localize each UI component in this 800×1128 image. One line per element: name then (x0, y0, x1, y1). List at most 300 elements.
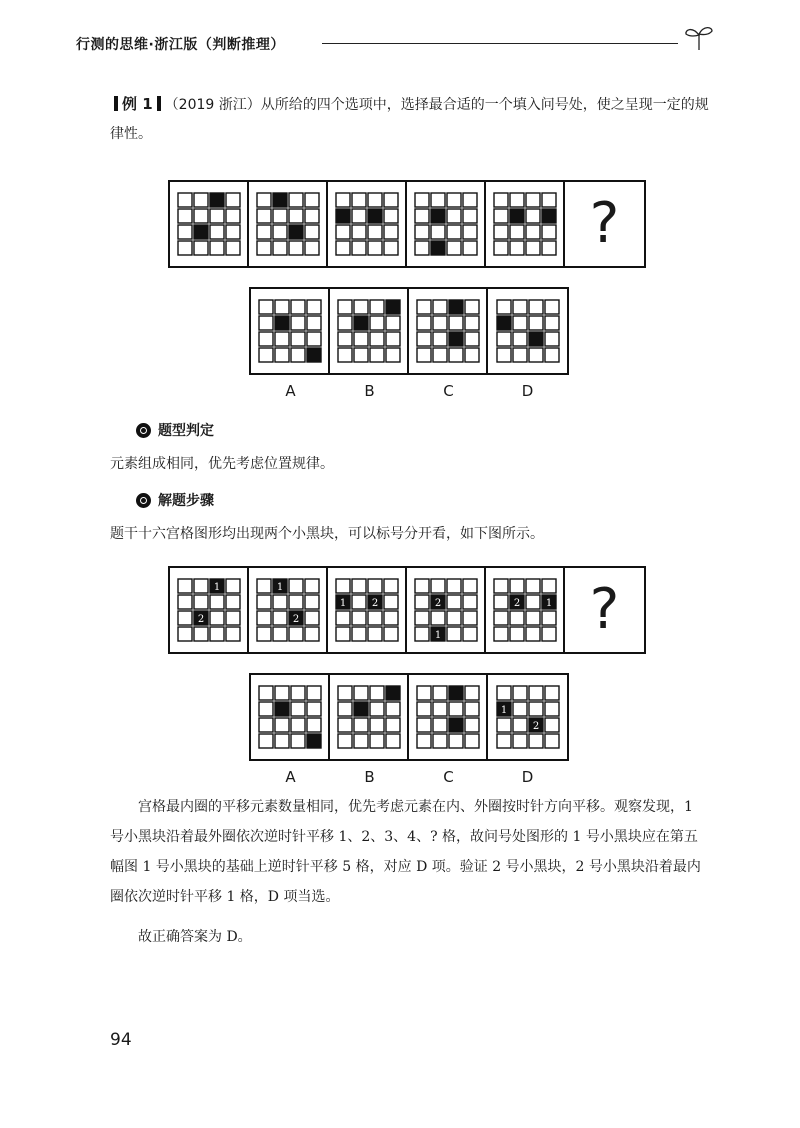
grid-cell (497, 332, 511, 346)
grid-cell (386, 316, 400, 330)
figure-cell (407, 182, 486, 266)
options-row (249, 287, 569, 375)
block-number: 2 (434, 598, 441, 609)
grid-cell (226, 209, 240, 223)
labeled-sequence-row (168, 566, 646, 654)
gear-icon (136, 423, 151, 438)
figure-cell (409, 675, 488, 759)
grid-cell (259, 348, 273, 362)
grid-cell (417, 332, 431, 346)
grid-cell (513, 316, 527, 330)
grid-cell (529, 734, 543, 748)
grid-cell (352, 611, 366, 625)
grid-cell (386, 332, 400, 346)
grid-cell (210, 611, 224, 625)
grid-cell (417, 718, 431, 732)
grid-cell (384, 193, 398, 207)
block-number: 1 (545, 598, 552, 609)
grid-cell (336, 193, 350, 207)
grid-cell (259, 702, 273, 716)
grid-cell (384, 595, 398, 609)
grid-cell (289, 209, 303, 223)
question-cell (565, 182, 644, 266)
figure-cell (249, 182, 328, 266)
grid-cell (370, 734, 384, 748)
grid-cell (494, 209, 508, 223)
grid-cell (463, 579, 477, 593)
grid-cell (463, 595, 477, 609)
figure-cell (409, 289, 488, 373)
option-label: B (364, 768, 375, 786)
grid-cell (431, 193, 445, 207)
grid-cell (275, 332, 289, 346)
figure-cell (486, 568, 565, 652)
grid-cell (510, 627, 524, 641)
grid-cell (194, 241, 208, 255)
grid-cell (510, 225, 524, 239)
grid-cell (545, 734, 559, 748)
sprout-icon (682, 22, 716, 52)
grid-figure (414, 192, 478, 256)
grid-cell (352, 225, 366, 239)
grid-cell (465, 332, 479, 346)
grid-cell (305, 611, 319, 625)
grid-cell (513, 348, 527, 362)
black-block (354, 316, 368, 330)
grid-cell (384, 611, 398, 625)
grid-cell (415, 241, 429, 255)
black-block (449, 718, 463, 732)
option-label: B (364, 382, 375, 400)
grid-cell (336, 627, 350, 641)
option-label: C (443, 768, 454, 786)
grid-cell (307, 686, 321, 700)
grid-cell (289, 193, 303, 207)
grid-cell (526, 595, 540, 609)
grid-cell (338, 686, 352, 700)
grid-cell (529, 316, 543, 330)
black-block (275, 702, 289, 716)
grid-cell (178, 611, 192, 625)
grid-cell (210, 241, 224, 255)
black-block (307, 348, 321, 362)
grid-cell (368, 241, 382, 255)
labeled-option-labels (251, 768, 567, 786)
grid-cell (354, 734, 368, 748)
grid-cell (226, 225, 240, 239)
grid-cell (210, 627, 224, 641)
grid-cell (338, 300, 352, 314)
grid-cell (273, 627, 287, 641)
block-number: 1 (213, 582, 220, 593)
grid-figure (416, 685, 480, 749)
grid-cell (417, 734, 431, 748)
grid-figure (335, 192, 399, 256)
grid-cell (291, 702, 305, 716)
section-steps-text: 题干十六宫格图形均出现两个小黑块，可以标号分开看，如下图所示。 (110, 526, 544, 542)
grid-cell (370, 332, 384, 346)
block-number: 1 (276, 582, 283, 593)
grid-cell (447, 595, 461, 609)
grid-cell (178, 241, 192, 255)
grid-cell (368, 193, 382, 207)
grid-figure (414, 578, 478, 642)
grid-cell (226, 579, 240, 593)
grid-cell (259, 316, 273, 330)
section-steps-heading (136, 490, 214, 510)
block-number: 1 (339, 598, 346, 609)
grid-cell (431, 225, 445, 239)
grid-cell (463, 611, 477, 625)
grid-figure (335, 578, 399, 642)
sequence-row (168, 180, 646, 268)
grid-cell (305, 193, 319, 207)
grid-cell (494, 611, 508, 625)
grid-cell (370, 702, 384, 716)
example-label: 例 1 (122, 95, 153, 113)
grid-cell (338, 332, 352, 346)
grid-cell (305, 241, 319, 255)
grid-cell (257, 241, 271, 255)
grid-cell (510, 579, 524, 593)
header-rule (322, 43, 678, 44)
black-block (431, 209, 445, 223)
grid-cell (465, 734, 479, 748)
figure-cell (407, 568, 486, 652)
grid-cell (526, 241, 540, 255)
option-label: D (521, 382, 534, 400)
answer-paragraph: 故正确答案为 D。 (138, 929, 252, 945)
grid-cell (497, 718, 511, 732)
grid-cell (352, 595, 366, 609)
grid-cell (494, 595, 508, 609)
grid-cell (433, 332, 447, 346)
grid-cell (526, 611, 540, 625)
grid-cell (386, 734, 400, 748)
example-prompt (110, 90, 710, 148)
grid-figure (258, 299, 322, 363)
grid-cell (417, 316, 431, 330)
grid-cell (291, 332, 305, 346)
grid-cell (275, 686, 289, 700)
grid-figure (496, 299, 560, 363)
figure-cell (328, 568, 407, 652)
grid-cell (178, 225, 192, 239)
grid-cell (417, 702, 431, 716)
grid-cell (545, 300, 559, 314)
grid-figure (496, 685, 560, 749)
black-block (449, 686, 463, 700)
grid-cell (386, 702, 400, 716)
grid-cell (257, 595, 271, 609)
grid-cell (259, 686, 273, 700)
grid-cell (449, 702, 463, 716)
question-cell (565, 568, 644, 652)
question-mark: ? (589, 577, 620, 642)
block-number: 2 (371, 598, 378, 609)
grid-cell (447, 241, 461, 255)
grid-cell (465, 702, 479, 716)
grid-cell (529, 702, 543, 716)
grid-cell (386, 348, 400, 362)
grid-cell (529, 686, 543, 700)
running-header (76, 30, 716, 56)
grid-cell (384, 241, 398, 255)
grid-cell (257, 225, 271, 239)
black-block (354, 702, 368, 716)
grid-cell (273, 611, 287, 625)
grid-cell (305, 627, 319, 641)
grid-cell (305, 579, 319, 593)
grid-figure (256, 192, 320, 256)
block-number: 2 (513, 598, 520, 609)
grid-cell (433, 734, 447, 748)
grid-cell (463, 241, 477, 255)
grid-cell (463, 193, 477, 207)
black-block (449, 332, 463, 346)
grid-cell (257, 611, 271, 625)
grid-cell (384, 225, 398, 239)
grid-cell (368, 225, 382, 239)
grid-cell (447, 193, 461, 207)
grid-cell (542, 579, 556, 593)
figure-cell (170, 568, 249, 652)
grid-cell (433, 316, 447, 330)
grid-cell (449, 316, 463, 330)
grid-cell (226, 241, 240, 255)
grid-cell (431, 579, 445, 593)
grid-cell (178, 595, 192, 609)
grid-cell (447, 611, 461, 625)
grid-cell (415, 579, 429, 593)
grid-cell (178, 627, 192, 641)
figure-cell (251, 675, 330, 759)
grid-cell (513, 734, 527, 748)
grid-cell (384, 579, 398, 593)
grid-cell (370, 686, 384, 700)
black-block (289, 225, 303, 239)
grid-cell (259, 734, 273, 748)
grid-cell (417, 348, 431, 362)
grid-cell (259, 718, 273, 732)
option-labels (251, 382, 567, 400)
grid-cell (433, 348, 447, 362)
grid-cell (370, 348, 384, 362)
grid-figure (258, 685, 322, 749)
grid-cell (275, 718, 289, 732)
grid-cell (497, 348, 511, 362)
page-number: 94 (110, 1030, 132, 1050)
grid-cell (494, 193, 508, 207)
grid-cell (178, 579, 192, 593)
grid-cell (497, 686, 511, 700)
grid-cell (433, 718, 447, 732)
grid-figure (256, 578, 320, 642)
grid-cell (210, 225, 224, 239)
grid-cell (513, 718, 527, 732)
grid-cell (510, 611, 524, 625)
grid-cell (526, 193, 540, 207)
question-mark: ? (589, 191, 620, 256)
grid-cell (194, 209, 208, 223)
grid-cell (336, 579, 350, 593)
grid-figure (177, 192, 241, 256)
grid-cell (336, 241, 350, 255)
figure-cell (486, 182, 565, 266)
grid-cell (354, 686, 368, 700)
grid-cell (226, 611, 240, 625)
grid-cell (194, 193, 208, 207)
grid-cell (354, 718, 368, 732)
grid-cell (291, 316, 305, 330)
grid-cell (307, 300, 321, 314)
grid-cell (289, 241, 303, 255)
grid-cell (526, 209, 540, 223)
analysis-paragraph: 宫格最内圈的平移元素数量相同，优先考虑元素在内、外圈按时针方向平移。观察发现，1 号小黑块沿着最外圈依次逆时针平移 1、2、3、4、? 格，故问号处图形的 1 号小黑块应在第五幅图 1 号小黑块的基础上逆时针平移 5 格，对应 D 项。验证 2 号小黑块，2 号小黑块沿着最内圈依次逆时针平移 1 格，D 项当选。 (110, 799, 701, 905)
figure-cell (251, 289, 330, 373)
black-block (449, 300, 463, 314)
grid-cell (494, 579, 508, 593)
black-block (529, 332, 543, 346)
grid-cell (465, 348, 479, 362)
black-block (336, 209, 350, 223)
grid-cell (526, 627, 540, 641)
block-number: 2 (292, 614, 299, 625)
marker-bar (157, 96, 161, 111)
grid-figure (416, 299, 480, 363)
grid-cell (433, 702, 447, 716)
grid-cell (338, 702, 352, 716)
grid-cell (542, 225, 556, 239)
grid-cell (352, 579, 366, 593)
grid-figure (493, 192, 557, 256)
grid-cell (513, 332, 527, 346)
grid-cell (291, 718, 305, 732)
option-label: D (521, 768, 534, 786)
grid-cell (463, 225, 477, 239)
grid-cell (494, 627, 508, 641)
grid-cell (354, 300, 368, 314)
grid-cell (415, 595, 429, 609)
grid-cell (368, 611, 382, 625)
grid-cell (542, 193, 556, 207)
grid-cell (433, 300, 447, 314)
grid-cell (291, 348, 305, 362)
grid-cell (273, 225, 287, 239)
grid-cell (275, 348, 289, 362)
grid-cell (273, 209, 287, 223)
grid-cell (465, 300, 479, 314)
grid-cell (210, 209, 224, 223)
grid-cell (352, 241, 366, 255)
grid-cell (542, 611, 556, 625)
grid-cell (289, 595, 303, 609)
figure-cell (170, 182, 249, 266)
grid-cell (291, 686, 305, 700)
marker-bar (114, 96, 118, 111)
grid-cell (257, 579, 271, 593)
grid-cell (497, 734, 511, 748)
section-type-heading (136, 420, 214, 440)
section-type-title: 题型判定 (158, 423, 214, 439)
grid-cell (291, 734, 305, 748)
grid-cell (415, 627, 429, 641)
grid-cell (386, 718, 400, 732)
grid-cell (417, 686, 431, 700)
black-block (497, 316, 511, 330)
section-steps-title: 解题步骤 (158, 493, 214, 509)
grid-cell (510, 193, 524, 207)
option-label: A (285, 768, 296, 786)
black-block (307, 734, 321, 748)
grid-cell (275, 734, 289, 748)
black-block (273, 193, 287, 207)
grid-cell (542, 241, 556, 255)
grid-cell (368, 579, 382, 593)
grid-cell (510, 241, 524, 255)
block-number: 2 (197, 614, 204, 625)
grid-cell (513, 300, 527, 314)
grid-cell (513, 702, 527, 716)
grid-cell (226, 193, 240, 207)
labeled-options-row (249, 673, 569, 761)
grid-cell (273, 595, 287, 609)
example-source: （2019 浙江） (164, 97, 261, 113)
figure-cell (330, 289, 409, 373)
grid-cell (545, 316, 559, 330)
grid-cell (449, 348, 463, 362)
grid-cell (259, 300, 273, 314)
grid-cell (368, 627, 382, 641)
black-block (431, 241, 445, 255)
grid-cell (194, 595, 208, 609)
grid-cell (433, 686, 447, 700)
grid-figure (337, 685, 401, 749)
grid-cell (354, 348, 368, 362)
figure-cell (330, 675, 409, 759)
compass-icon (136, 493, 151, 508)
grid-cell (336, 225, 350, 239)
grid-cell (415, 611, 429, 625)
black-block (510, 209, 524, 223)
option-label: C (443, 382, 454, 400)
section-type-text: 元素组成相同，优先考虑位置规律。 (110, 456, 334, 472)
grid-cell (370, 316, 384, 330)
block-number: 2 (532, 721, 539, 732)
grid-cell (415, 193, 429, 207)
grid-cell (463, 209, 477, 223)
grid-cell (529, 300, 543, 314)
grid-cell (352, 193, 366, 207)
grid-cell (354, 332, 368, 346)
grid-cell (370, 300, 384, 314)
black-block (194, 225, 208, 239)
grid-cell (289, 579, 303, 593)
grid-cell (447, 225, 461, 239)
option-label: A (285, 382, 296, 400)
black-block (210, 193, 224, 207)
grid-cell (370, 718, 384, 732)
grid-cell (384, 627, 398, 641)
grid-cell (526, 225, 540, 239)
grid-cell (226, 627, 240, 641)
grid-cell (291, 300, 305, 314)
grid-cell (545, 348, 559, 362)
grid-cell (194, 627, 208, 641)
analysis (110, 792, 710, 952)
header-title: 行测的思维·浙江版（判断推理） (76, 37, 285, 53)
grid-cell (275, 300, 289, 314)
